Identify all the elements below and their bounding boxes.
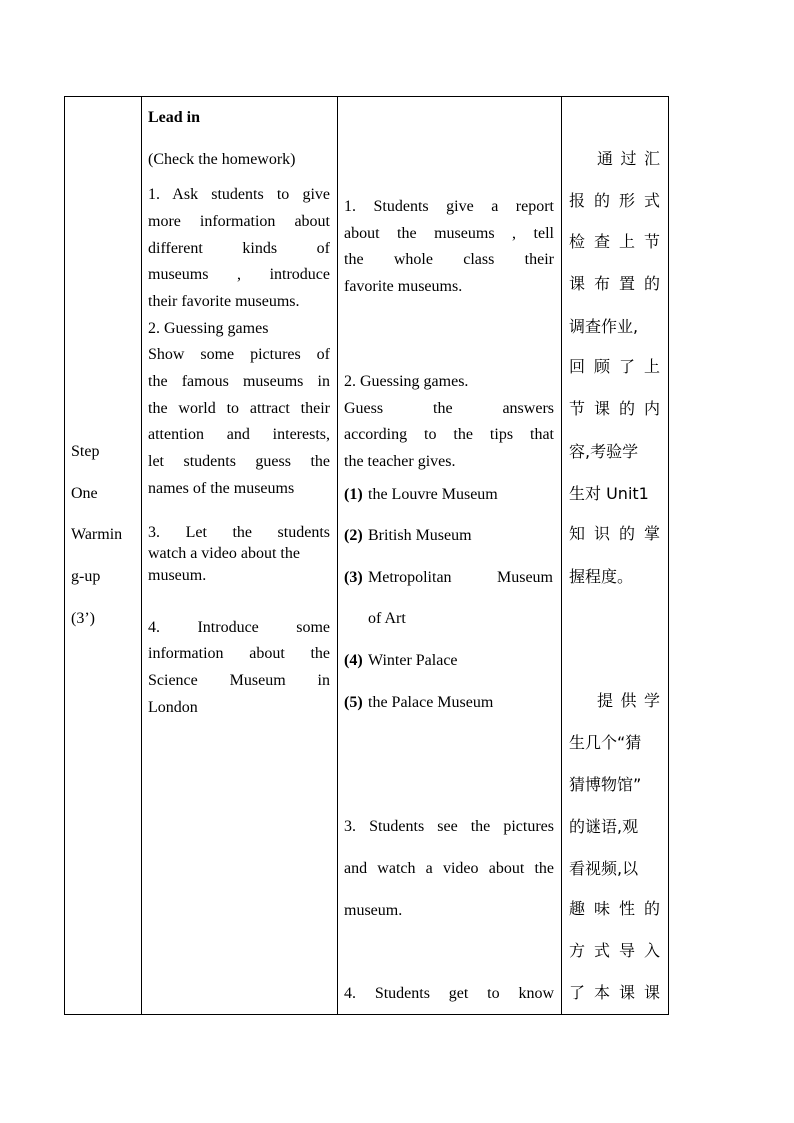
student-item3-line: and watch a video about the	[344, 860, 554, 877]
teacher-item2-line: names of the museums	[148, 480, 295, 497]
purpose-line: 提供学	[597, 693, 660, 710]
check-homework-label: (Check the homework)	[148, 151, 296, 168]
purpose-line: 方式导入	[569, 943, 660, 960]
purpose-line: 课布置的	[569, 276, 660, 293]
purpose-line: 节课的内	[569, 401, 660, 418]
teacher-item1-line: museums , introduce	[148, 266, 330, 283]
teacher-item2-line: attention and interests,	[148, 426, 330, 443]
guessing-games-title: 2. Guessing games	[148, 320, 269, 337]
museum-number: (2)	[344, 527, 363, 544]
purpose-line: 握程度。	[569, 567, 634, 586]
teacher-item4-line: 4. Introduce some	[148, 619, 330, 636]
teacher-item3-line: watch a video about the	[148, 545, 300, 562]
purpose-line: 知识的掌	[569, 526, 660, 543]
purpose-line: 看视频,以	[569, 859, 639, 878]
teacher-item3-line: museum.	[148, 567, 207, 584]
step-line: One	[71, 485, 98, 502]
student-item2-line: according to the tips that	[344, 426, 554, 443]
teacher-item2-line: the famous museums in	[148, 373, 330, 390]
museum-number: (1)	[344, 486, 363, 503]
teacher-item2-line: Show some pictures of	[148, 346, 330, 363]
teacher-item1-line: different kinds of	[148, 240, 330, 257]
purpose-line: 报的形式	[569, 193, 660, 210]
student-item1-line: 1. Students give a report	[344, 198, 554, 215]
museum-name: of Art	[368, 610, 406, 627]
step-line: Warmin	[71, 526, 123, 543]
column-divider	[141, 97, 142, 1014]
step-line: g-up	[71, 568, 101, 585]
museum-name: Winter Palace	[368, 652, 458, 669]
purpose-line: 回顾了上	[569, 359, 660, 376]
student-item4-line: 4. Students get to know	[344, 985, 554, 1002]
museum-number: (3)	[344, 569, 363, 586]
student-item2-line: 2. Guessing games.	[344, 373, 469, 390]
teacher-item1-line: more information about	[148, 213, 330, 230]
teacher-item4-line: London	[148, 699, 198, 716]
lead-in-heading: Lead in	[148, 109, 201, 126]
purpose-line: 调查作业,	[569, 317, 639, 336]
step-line: Step	[71, 443, 100, 460]
student-item1-line: about the museums , tell	[344, 225, 554, 242]
museum-number: (4)	[344, 652, 363, 669]
teacher-item2-line: let students guess the	[148, 453, 330, 470]
student-item1-line: the whole class their	[344, 251, 554, 268]
museum-name: British Museum	[368, 527, 472, 544]
museum-name: the Palace Museum	[368, 694, 494, 711]
student-item2-line: Guess the answers	[344, 400, 554, 417]
purpose-line: 猜博物馆”	[569, 775, 642, 794]
teacher-item4-line: Science Museum in	[148, 672, 330, 689]
teacher-item3-line: 3. Let the students	[148, 524, 330, 541]
purpose-line: 通过汇	[597, 151, 660, 168]
student-item1-line: favorite museums.	[344, 278, 463, 295]
museum-name: the Louvre Museum	[368, 486, 498, 503]
teacher-item2-line: the world to attract their	[148, 400, 330, 417]
purpose-line: 容,考验学	[569, 442, 639, 461]
teacher-item1-line: 1. Ask students to give	[148, 186, 330, 203]
purpose-line: 趣味性的	[569, 901, 660, 918]
student-item3-line: 3. Students see the pictures	[344, 818, 554, 835]
purpose-line: 生几个“猜	[569, 733, 642, 752]
museum-number: (5)	[344, 694, 363, 711]
teacher-item4-line: information about the	[148, 645, 330, 662]
student-item2-line: the teacher gives.	[344, 453, 456, 470]
purpose-line: 检查上节	[569, 234, 660, 251]
student-item3-line: museum.	[344, 902, 403, 919]
column-divider	[337, 97, 338, 1014]
column-divider	[561, 97, 562, 1014]
teacher-item1-line: their favorite museums.	[148, 293, 300, 310]
step-line: (3’)	[71, 610, 95, 627]
purpose-line: 生对 Unit1	[569, 484, 649, 503]
museum-name: Metropolitan Museum	[368, 569, 553, 586]
purpose-line: 了本课课	[569, 985, 660, 1002]
purpose-line: 的谜语,观	[569, 817, 639, 836]
